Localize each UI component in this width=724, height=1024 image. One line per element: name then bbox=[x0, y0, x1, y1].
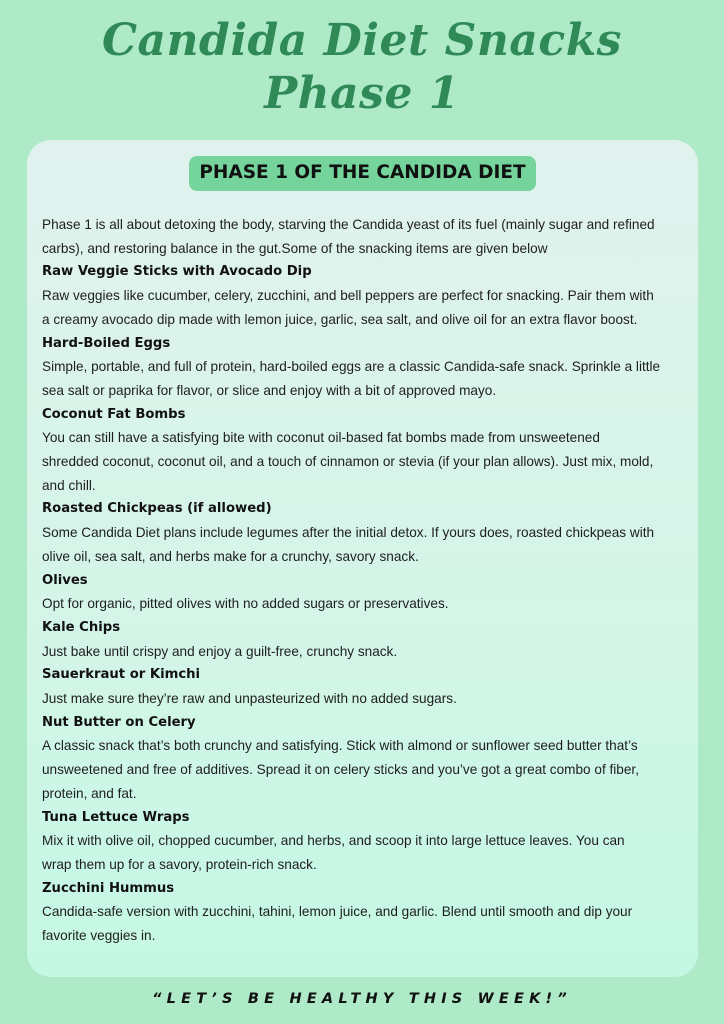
intro-text-line: carbs), and restoring balance in the gut.Some of the snacking items are given below bbox=[42, 240, 548, 256]
section-heading: PHASE 1 OF THE CANDIDA DIET bbox=[189, 156, 535, 191]
snack-description-line: Just make sure they’re raw and unpasteurized with no added sugars. bbox=[42, 691, 457, 707]
snack-description-line: You can still have a satisfying bite with coconut oil-based fat bombs made from unsweetened bbox=[42, 430, 600, 446]
snack-description-line: shredded coconut, coconut oil, and a touch of cinnamon or stevia (if your plan allows). Just mix, mold, bbox=[42, 454, 654, 470]
snack-description-line: favorite veggies in. bbox=[42, 928, 156, 944]
intro-text-line: Phase 1 is all about detoxing the body, starving the Candida yeast of its fuel (mainly sugar and refined bbox=[42, 217, 655, 232]
snack-title: Kale Chips bbox=[42, 619, 121, 635]
snack-title: Nut Butter on Celery bbox=[42, 714, 196, 730]
snack-title: Sauerkraut or Kimchi bbox=[42, 667, 201, 683]
footer-slogan: “LET’S BE HEALTHY THIS WEEK!” bbox=[152, 991, 572, 1007]
page-title-line-1: Candida Diet Snacks bbox=[102, 15, 622, 66]
snack-description-line: a creamy avocado dip made with lemon juice, garlic, sea salt, and olive oil for an extra flavor boost. bbox=[42, 311, 638, 327]
snack-description-line: and chill. bbox=[42, 477, 96, 493]
page-title-line-2: Phase 1 bbox=[264, 68, 460, 119]
snack-description-line: wrap them up for a savory, protein-rich snack. bbox=[42, 856, 317, 872]
snack-description-line: Mix it with olive oil, chopped cucumber, and herbs, and scoop it into large lettuce leaves. You can bbox=[42, 833, 625, 849]
snack-description-line: Just bake until crispy and enjoy a guilt-free, crunchy snack. bbox=[42, 643, 398, 659]
snack-title: Raw Veggie Sticks with Avocado Dip bbox=[42, 264, 312, 280]
snack-description-line: A classic snack that’s both crunchy and satisfying. Stick with almond or sunflower seed butter that’s bbox=[42, 738, 638, 754]
snack-description-line: Raw veggies like cucumber, celery, zucchini, and bell peppers are perfect for snacking. Pair them with bbox=[42, 288, 654, 304]
snack-title: Olives bbox=[42, 572, 88, 588]
snack-description-line: unsweetened and free of additives. Spread it on celery sticks and you’ve got a great combo of fiber, bbox=[42, 762, 639, 778]
snack-description-line: protein, and fat. bbox=[42, 785, 137, 801]
snack-title: Zucchini Hummus bbox=[42, 880, 175, 896]
snack-list bbox=[42, 213, 698, 948]
content-card bbox=[27, 140, 698, 977]
section-heading-wrap bbox=[27, 156, 698, 191]
snack-title: Roasted Chickpeas (if allowed) bbox=[42, 501, 272, 517]
snack-description-line: Candida-safe version with zucchini, tahini, lemon juice, and garlic. Blend until smooth and dip your bbox=[42, 904, 633, 920]
snack-description-line: Opt for organic, pitted olives with no added sugars or preservatives. bbox=[42, 596, 449, 612]
snack-title: Hard-Boiled Eggs bbox=[42, 335, 171, 351]
page-title bbox=[0, 14, 724, 120]
snack-description-line: Simple, portable, and full of protein, hard-boiled eggs are a classic Candida-safe snack. Sprinkle a little bbox=[42, 359, 661, 375]
snack-description-line: Some Candida Diet plans include legumes after the initial detox. If yours does, roasted chickpeas with bbox=[42, 525, 655, 541]
snack-title: Coconut Fat Bombs bbox=[42, 406, 186, 422]
snack-description-line: olive oil, sea salt, and herbs make for a crunchy, savory snack. bbox=[42, 548, 419, 564]
snack-title: Tuna Lettuce Wraps bbox=[42, 809, 190, 825]
snack-description-line: sea salt or paprika for flavor, or slice and enjoy with a bit of approved mayo. bbox=[42, 382, 497, 398]
